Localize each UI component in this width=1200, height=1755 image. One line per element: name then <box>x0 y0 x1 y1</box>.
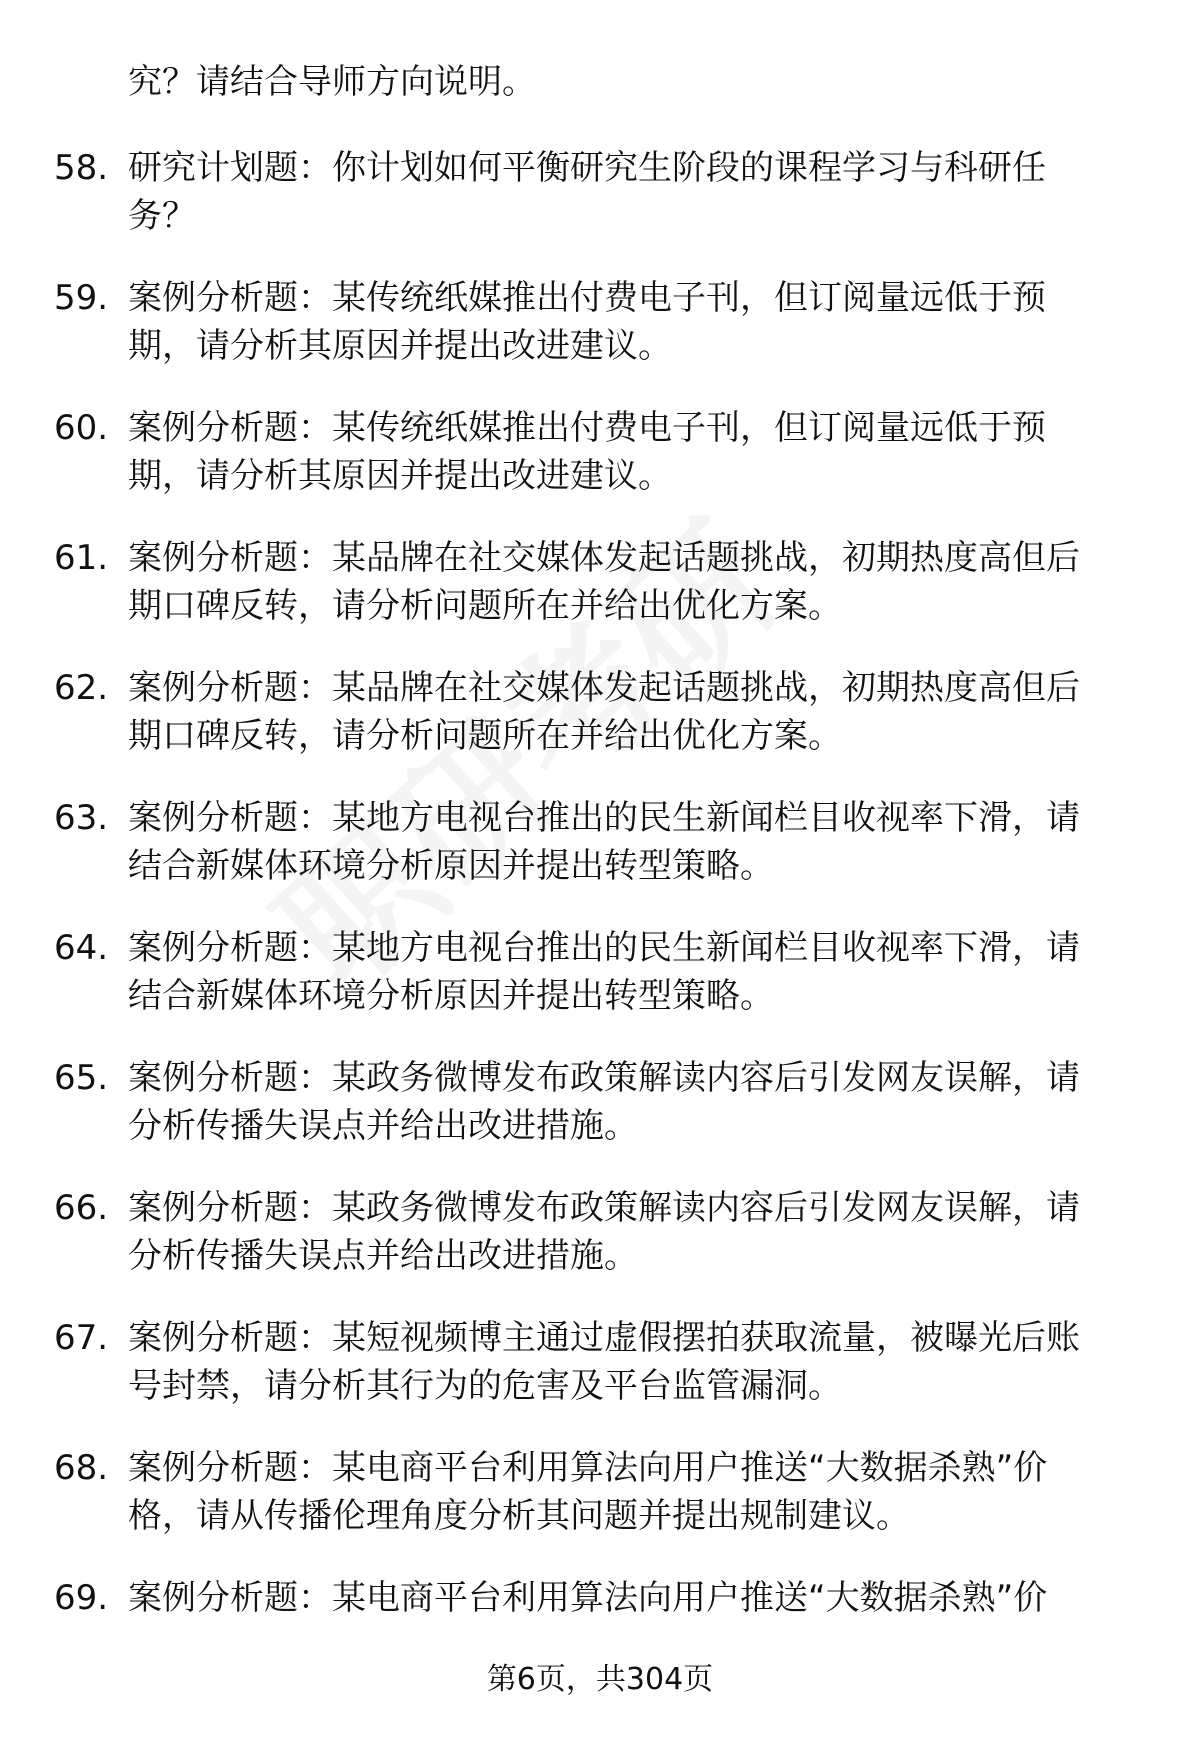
question-text <box>128 1314 1143 1410</box>
question-line: 期，请分析其原因并提出改进建议。 <box>128 456 672 496</box>
question-item <box>0 664 1200 794</box>
question-number: 65. <box>54 1058 109 1098</box>
question-number: 68. <box>54 1448 109 1488</box>
question-number: 62. <box>54 668 109 708</box>
question-line: 期口碑反转，请分析问题所在并给出优化方案。 <box>128 716 842 756</box>
question-text <box>128 664 1143 760</box>
question-line: 分析传播失误点并给出改进措施。 <box>128 1236 638 1276</box>
question-number: 58. <box>54 148 109 188</box>
question-text <box>128 1184 1143 1280</box>
question-line: 案例分析题：某品牌在社交媒体发起话题挑战，初期热度高但后 <box>128 668 1080 708</box>
question-number: 67. <box>54 1318 109 1358</box>
question-line: 案例分析题：某地方电视台推出的民生新闻栏目收视率下滑，请 <box>128 928 1080 968</box>
question-item <box>0 1444 1200 1574</box>
question-line: 研究计划题：你计划如何平衡研究生阶段的课程学习与科研任 <box>128 148 1046 188</box>
question-number: 60. <box>54 408 109 448</box>
question-text <box>128 1444 1143 1540</box>
question-line: 分析传播失误点并给出改进措施。 <box>128 1106 638 1146</box>
question-line: 案例分析题：某政务微博发布政策解读内容后引发网友误解，请 <box>128 1188 1080 1228</box>
question-text <box>128 1574 1143 1622</box>
question-number: 66. <box>54 1188 109 1228</box>
question-line: 格，请从传播伦理角度分析其问题并提出规制建议。 <box>128 1496 910 1536</box>
question-text <box>128 924 1143 1020</box>
question-line: 案例分析题：某地方电视台推出的民生新闻栏目收视率下滑，请 <box>128 798 1080 838</box>
question-text <box>128 404 1143 500</box>
page-number-label: 第6页，共304页 <box>486 1662 714 1697</box>
question-number: 69. <box>54 1578 109 1618</box>
question-line: 期，请分析其原因并提出改进建议。 <box>128 326 672 366</box>
question-text <box>128 534 1143 630</box>
question-number: 61. <box>54 538 109 578</box>
question-number: 64. <box>54 928 109 968</box>
question-line: 案例分析题：某品牌在社交媒体发起话题挑战，初期热度高但后 <box>128 538 1080 578</box>
question-line: 案例分析题：某政务微博发布政策解读内容后引发网友误解，请 <box>128 1058 1080 1098</box>
question-text <box>128 794 1143 890</box>
question-text <box>128 1054 1143 1150</box>
question-line: 期口碑反转，请分析问题所在并给出优化方案。 <box>128 586 842 626</box>
question-line: 号封禁，请分析其行为的危害及平台监管漏洞。 <box>128 1366 842 1406</box>
question-item <box>0 404 1200 534</box>
question-item <box>0 924 1200 1054</box>
question-line: 结合新媒体环境分析原因并提出转型策略。 <box>128 976 774 1016</box>
question-number: 63. <box>54 798 109 838</box>
question-item <box>0 274 1200 404</box>
question-text <box>128 274 1143 370</box>
question-line: 结合新媒体环境分析原因并提出转型策略。 <box>128 846 774 886</box>
page-footer <box>0 1660 1200 1700</box>
question-list <box>0 144 1200 1704</box>
question-number: 59. <box>54 278 109 318</box>
question-item <box>0 144 1200 274</box>
question-line: 务？ <box>128 196 196 236</box>
question-line: 案例分析题：某传统纸媒推出付费电子刊，但订阅量远低于预 <box>128 278 1046 318</box>
question-item <box>0 1314 1200 1444</box>
question-item <box>0 1054 1200 1184</box>
question-item <box>0 534 1200 664</box>
question-line: 案例分析题：某短视频博主通过虚假摆拍获取流量，被曝光后账 <box>128 1318 1080 1358</box>
question-item <box>0 1184 1200 1314</box>
question-line: 案例分析题：某传统纸媒推出付费电子刊，但订阅量远低于预 <box>128 408 1046 448</box>
question-item <box>0 794 1200 924</box>
question-line: 案例分析题：某电商平台利用算法向用户推送“大数据杀熟”价 <box>128 1578 1048 1618</box>
question-text <box>128 144 1143 240</box>
question-line: 案例分析题：某电商平台利用算法向用户推送“大数据杀熟”价 <box>128 1448 1048 1488</box>
question-continuation: 究？请结合导师方向说明。 <box>128 62 536 102</box>
